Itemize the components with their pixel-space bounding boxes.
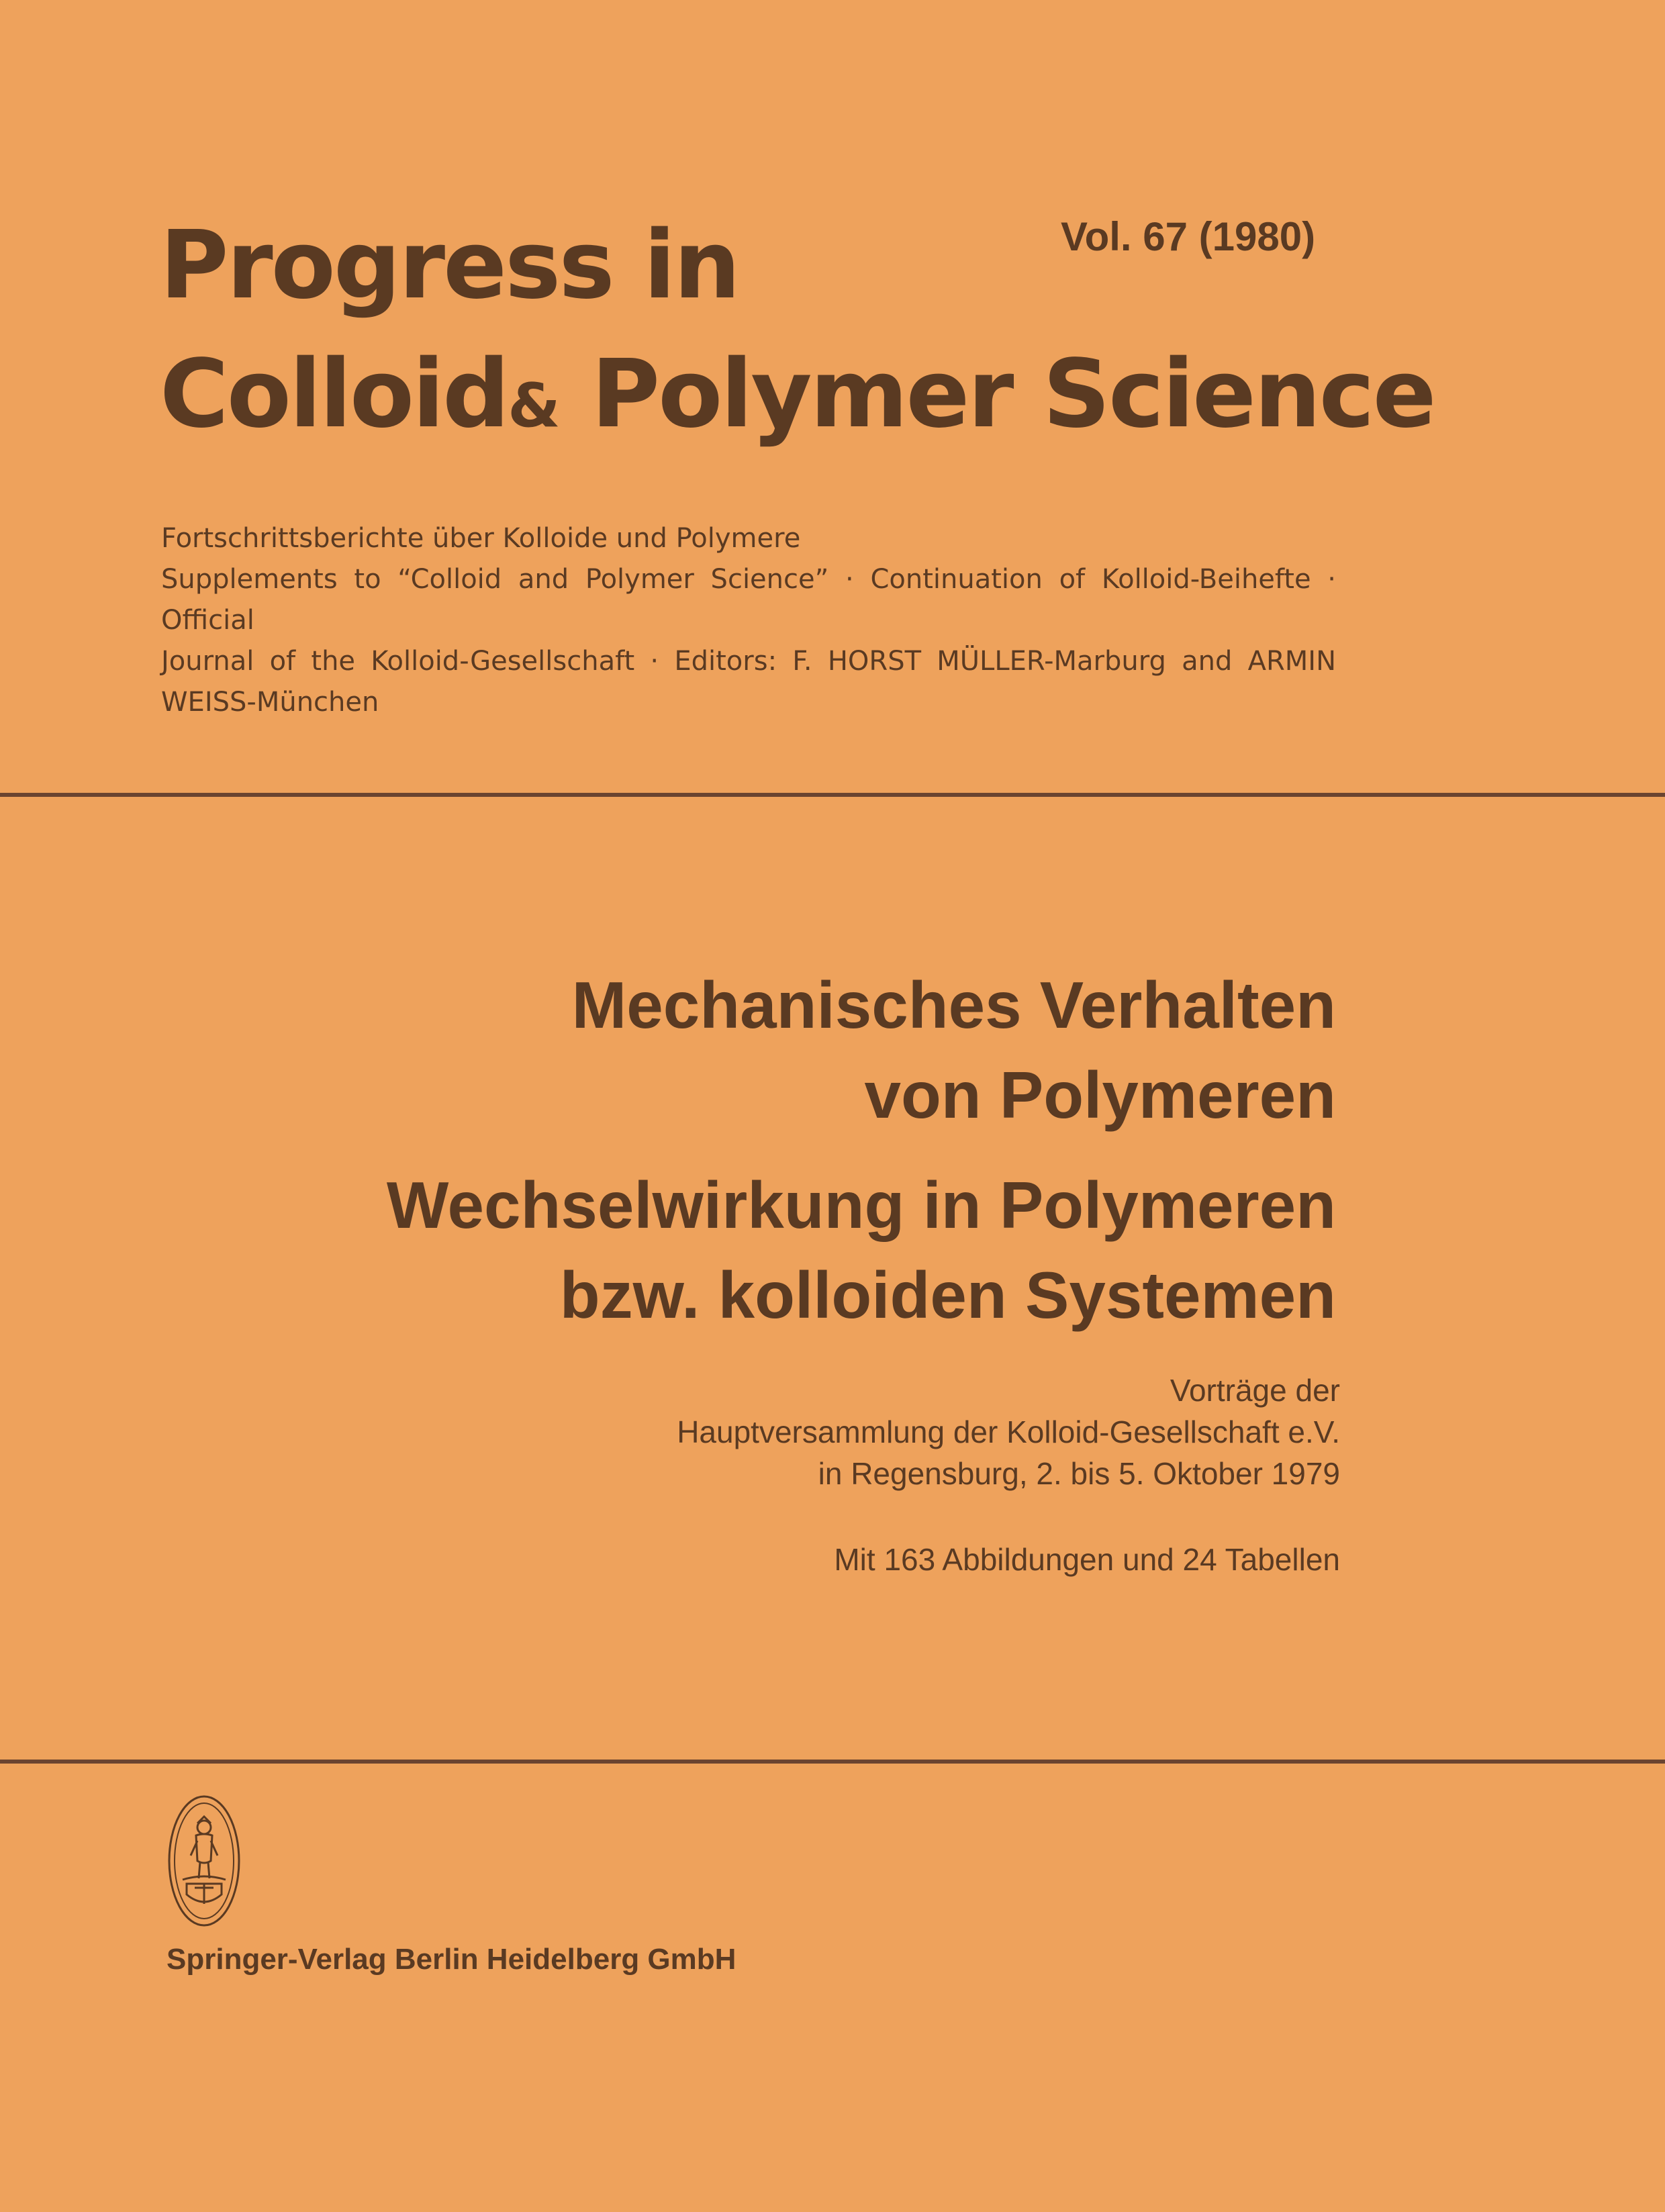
volume-title-line-1: Mechanisches Verhalten [571, 968, 1336, 1042]
series-title-colloid: Colloid [160, 340, 508, 449]
subtitle-line-4: WEISS-München [161, 687, 379, 718]
bottom-divider [0, 1760, 1665, 1764]
volume-title-line-4: bzw. kolloiden Systemen [559, 1258, 1336, 1332]
volume-title-line-3: Wechselwirkung in Polymeren [386, 1168, 1336, 1242]
series-title-line-1: Progress in [160, 211, 739, 320]
volume-label: Vol. 67 (1980) [1061, 214, 1316, 259]
publisher-name: Springer-Verlag Berlin Heidelberg GmbH [166, 1943, 736, 1976]
series-title-ampersand: & [508, 371, 561, 441]
conference-line-3: in Regensburg, 2. bis 5. Oktober 1979 [818, 1456, 1340, 1491]
subtitle-line-1: Fortschrittsberichte über Kolloide und Polymere [161, 523, 801, 554]
figures-note: Mit 163 Abbildungen und 24 Tabellen [834, 1542, 1340, 1577]
series-subtitle [161, 518, 1336, 723]
top-divider [0, 793, 1665, 797]
conference-line-1: Vorträge der [1170, 1373, 1340, 1408]
conference-info [199, 1369, 1340, 1494]
subtitle-line-2: Supplements to “Colloid and Polymer Science” · Continuation of Kolloid-Beihefte · Official [161, 564, 1336, 636]
volume-title [60, 960, 1336, 1340]
series-title-polymer-science: Polymer Science [591, 340, 1435, 449]
volume-title-line-2: von Polymeren [864, 1058, 1336, 1132]
conference-line-2: Hauptversammlung der Kolloid-Gesellschaft e.V. [677, 1414, 1340, 1449]
title-spacer [60, 1140, 1336, 1160]
springer-knight-emblem-icon [166, 1794, 242, 1928]
subtitle-line-3: Journal of the Kolloid-Gesellschaft · Editors: F. HORST MÜLLER-Marburg and ARMIN [161, 646, 1336, 677]
series-title-line-2 [160, 330, 1435, 471]
